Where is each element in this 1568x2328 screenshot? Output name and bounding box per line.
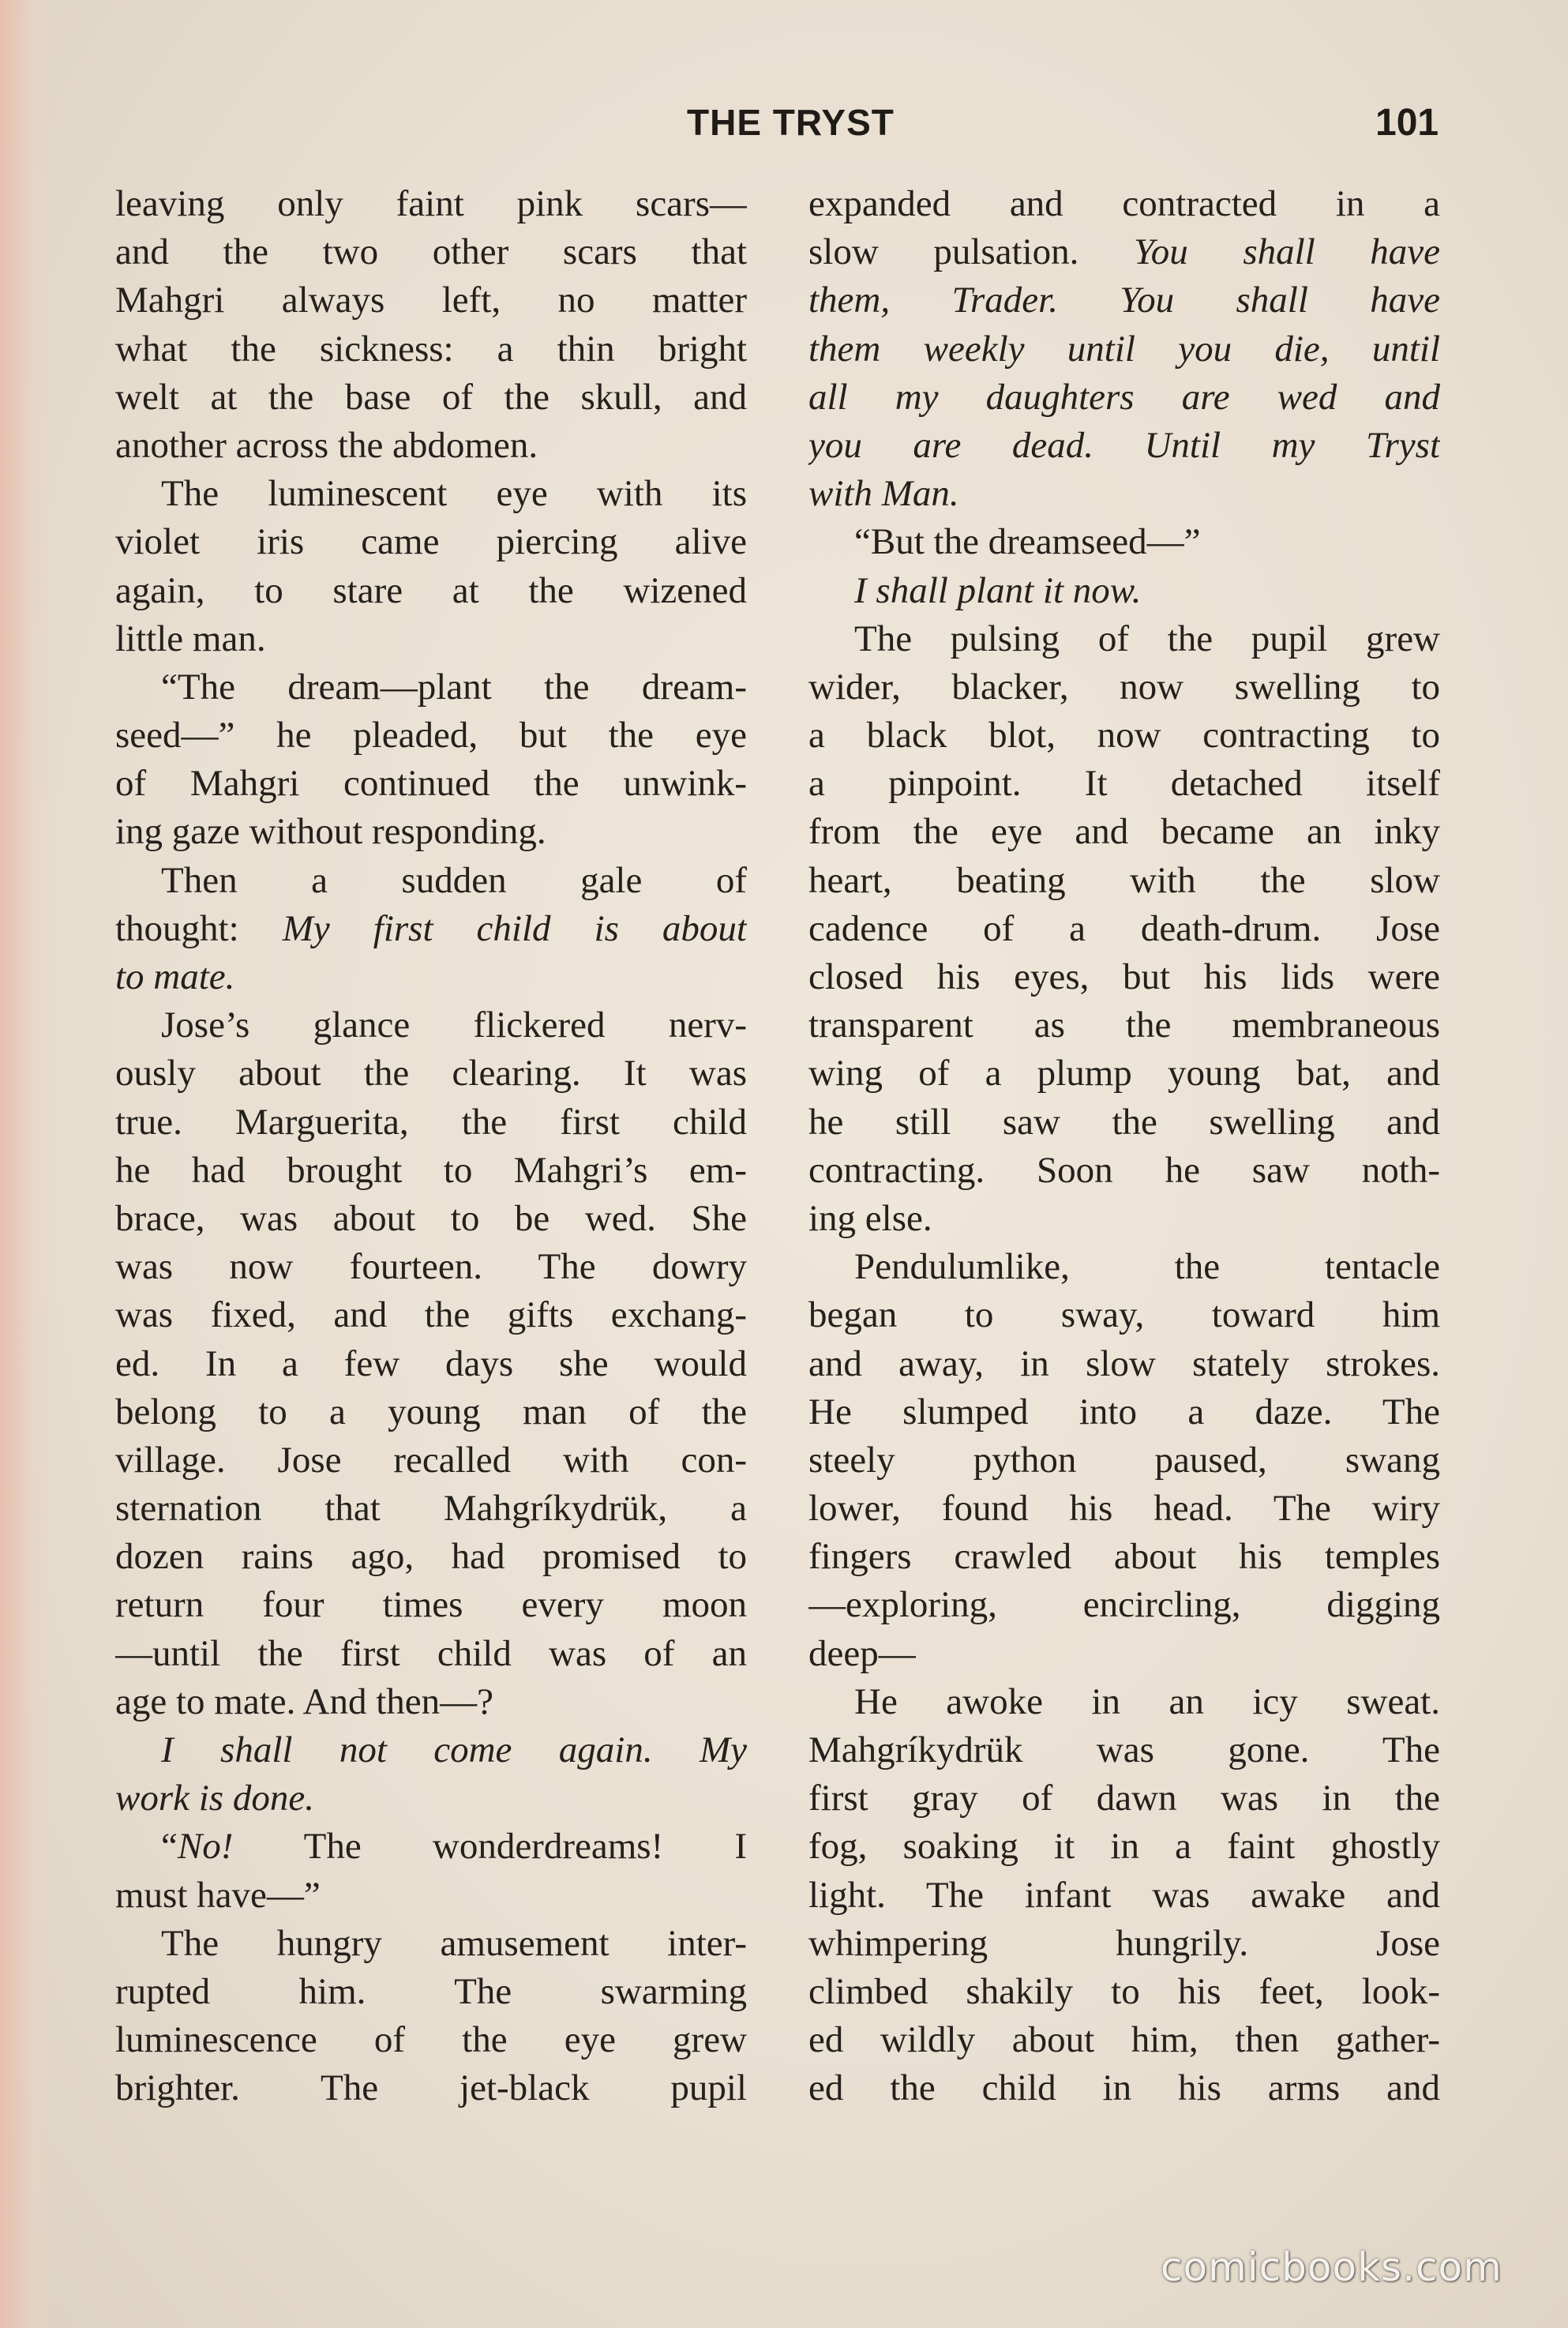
text-column-right xyxy=(808,180,1440,2113)
text-line: lower, found his head. The wiry xyxy=(808,1488,1440,1530)
text-line: heart, beating with the slow xyxy=(808,859,1440,901)
running-head xyxy=(0,101,1568,156)
text-line: thought: My first child is about xyxy=(115,907,747,949)
watermark: comicbooks.com xyxy=(1161,2244,1502,2290)
text-line: luminescence of the eye grew xyxy=(115,2019,747,2061)
text-line: violet iris came piercing alive xyxy=(115,521,747,563)
text-line: deep— xyxy=(808,1632,916,1674)
text-line: brace, was about to be wed. She xyxy=(115,1197,747,1239)
text-line: ed the child in his arms and xyxy=(808,2067,1440,2109)
text-column-left xyxy=(115,180,747,2113)
text-line: The hungry amusement inter- xyxy=(161,1922,747,1964)
text-line: all my daughters are wed and xyxy=(808,376,1440,418)
text-line: leaving only faint pink scars— xyxy=(115,183,747,224)
text-line: again, to stare at the wizened xyxy=(115,569,747,611)
text-line: cadence of a death-drum. Jose xyxy=(808,907,1440,949)
text-line: another across the abdomen. xyxy=(115,424,538,466)
text-line: of Mahgri continued the unwink- xyxy=(115,763,747,805)
text-line: contracting. Soon he saw noth- xyxy=(808,1149,1440,1191)
text-line: a black blot, now contracting to xyxy=(808,715,1440,757)
text-line: The luminescent eye with its xyxy=(161,473,747,515)
text-line: ing else. xyxy=(808,1197,932,1239)
text-line: to mate. xyxy=(115,956,235,997)
text-line: true. Marguerita, the first child xyxy=(115,1101,747,1143)
text-line: age to mate. And then—? xyxy=(115,1680,493,1722)
text-line: Mahgri always left, no matter xyxy=(115,280,747,321)
text-line: ed. In a few days she would xyxy=(115,1342,747,1384)
text-line: he had brought to Mahgri’s em- xyxy=(115,1149,747,1191)
page-number: 101 xyxy=(1375,102,1439,144)
text-line: fog, soaking it in a faint ghostly xyxy=(808,1826,1440,1868)
text-line: you are dead. Until my Tryst xyxy=(808,424,1440,466)
text-line: wing of a plump young bat, and xyxy=(808,1053,1440,1095)
text-line: whimpering hungrily. Jose xyxy=(808,1922,1440,1964)
text-line: I shall not come again. My xyxy=(161,1729,747,1770)
text-line: ing gaze without responding. xyxy=(115,811,546,853)
text-line: expanded and contracted in a xyxy=(808,183,1440,224)
text-line: them, Trader. You shall have xyxy=(808,280,1440,321)
text-line: —exploring, encircling, digging xyxy=(808,1584,1440,1626)
text-line: was now fourteen. The dowry xyxy=(115,1246,747,1288)
text-line: must have—” xyxy=(115,1874,321,1916)
text-line: what the sickness: a thin bright xyxy=(115,328,747,370)
text-line: fingers crawled about his temples xyxy=(808,1536,1440,1578)
text-line: a pinpoint. It detached itself xyxy=(808,763,1440,805)
text-line: welt at the base of the skull, and xyxy=(115,376,747,418)
text-line: wider, blacker, now swelling to xyxy=(808,666,1440,708)
text-line: —until the first child was of an xyxy=(115,1632,747,1674)
text-line: rupted him. The swarming xyxy=(115,1970,747,2012)
text-line: return four times every moon xyxy=(115,1584,747,1626)
text-line: light. The infant was awake and xyxy=(808,1874,1440,1916)
text-line: ously about the clearing. It was xyxy=(115,1053,747,1095)
text-line: I shall plant it now. xyxy=(854,569,1142,611)
text-line: transparent as the membraneous xyxy=(808,1004,1440,1046)
text-line: village. Jose recalled with con- xyxy=(115,1439,747,1481)
text-line: little man. xyxy=(115,618,266,659)
text-line: “But the dreamseed—” xyxy=(854,521,1201,563)
text-line: belong to a young man of the xyxy=(115,1391,747,1432)
text-line: from the eye and became an inky xyxy=(808,811,1440,853)
text-line: first gray of dawn was in the xyxy=(808,1778,1440,1819)
text-line: The pulsing of the pupil grew xyxy=(854,618,1440,659)
text-line: Jose’s glance flickered nerv- xyxy=(161,1004,747,1046)
page-edge-shadow xyxy=(0,0,55,2328)
text-line: began to sway, toward him xyxy=(808,1294,1440,1336)
running-title: THE TRYST xyxy=(687,102,895,143)
text-line: slow pulsation. You shall have xyxy=(808,231,1440,273)
text-line: and away, in slow stately strokes. xyxy=(808,1342,1440,1384)
text-line: He slumped into a daze. The xyxy=(808,1391,1440,1432)
text-line: ed wildly about him, then gather- xyxy=(808,2019,1440,2061)
text-line: work is done. xyxy=(115,1778,314,1819)
text-line: was fixed, and the gifts exchang- xyxy=(115,1294,747,1336)
text-line: dozen rains ago, had promised to xyxy=(115,1536,747,1578)
text-line: steely python paused, swang xyxy=(808,1439,1440,1481)
text-line: brighter. The jet-black pupil xyxy=(115,2067,747,2109)
text-line: Then a sudden gale of xyxy=(161,859,747,901)
text-line: “No! The wonderdreams! I xyxy=(161,1826,747,1868)
text-line: climbed shakily to his feet, look- xyxy=(808,1970,1440,2012)
text-line: He awoke in an icy sweat. xyxy=(854,1680,1440,1722)
text-line: them weekly until you die, until xyxy=(808,328,1440,370)
text-line: sternation that Mahgríkydrük, a xyxy=(115,1488,747,1530)
text-line: closed his eyes, but his lids were xyxy=(808,956,1440,997)
text-line: Mahgríkydrük was gone. The xyxy=(808,1729,1440,1770)
text-line: with Man. xyxy=(808,473,959,515)
text-line: and the two other scars that xyxy=(115,231,747,273)
text-line: he still saw the swelling and xyxy=(808,1101,1440,1143)
text-line: Pendulumlike, the tentacle xyxy=(854,1246,1440,1288)
text-line: seed—” he pleaded, but the eye xyxy=(115,715,747,757)
text-line: “The dream—plant the dream- xyxy=(161,666,747,708)
